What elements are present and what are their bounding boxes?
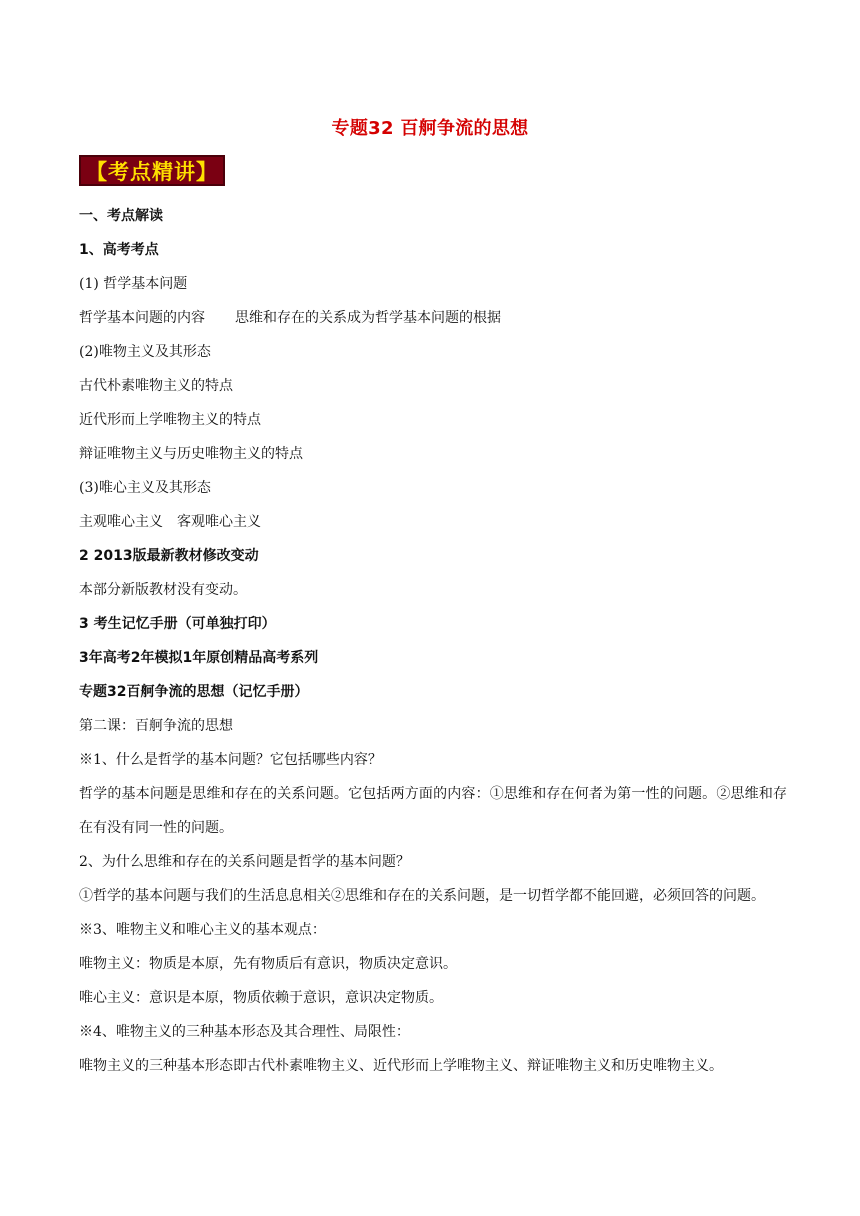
section-heading: 一、考点解读 <box>79 208 163 224</box>
paragraph: 本部分新版教材没有变动。 <box>79 582 247 598</box>
text-span: 哲学基本问题的内容 <box>79 310 205 326</box>
text-span: 客观唯心主义 <box>177 514 261 530</box>
paragraph: 第二课：百舸争流的思想 <box>79 718 233 734</box>
paragraph: (3)唯心主义及其形态 <box>79 480 211 496</box>
paragraph: 近代形而上学唯物主义的特点 <box>79 412 261 428</box>
answer: 哲学的基本问题是思维和存在的关系问题。它包括两方面的内容：①思维和存在何者为第一性的问题。②思维和存在有没有同一性的问题。 <box>79 786 787 836</box>
paragraph <box>79 301 787 335</box>
text-span: 主观唯心主义 <box>79 514 163 530</box>
question: ※4、唯物主义的三种基本形态及其合理性、局限性： <box>79 1024 410 1040</box>
answer: 唯物主义：物质是本原，先有物质后有意识，物质决定意识。 <box>79 956 457 972</box>
section-heading: 专题32百舸争流的思想（记忆手册） <box>79 684 309 700</box>
section-banner: 【考点精讲】 <box>79 155 225 186</box>
text-span: 思维和存在的关系成为哲学基本问题的根据 <box>235 310 501 326</box>
section-heading: 2 2013版最新教材修改变动 <box>79 548 259 564</box>
section-heading: 3年高考2年模拟1年原创精品高考系列 <box>79 650 319 666</box>
question: ※3、唯物主义和唯心主义的基本观点： <box>79 922 326 938</box>
subsection-heading: 1、高考考点 <box>79 242 159 258</box>
answer: 唯物主义的三种基本形态即古代朴素唯物主义、近代形而上学唯物主义、辩证唯物主义和历史唯物主义。 <box>79 1058 723 1074</box>
paragraph <box>79 505 787 539</box>
paragraph: 古代朴素唯物主义的特点 <box>79 378 233 394</box>
question: 2、为什么思维和存在的关系问题是哲学的基本问题？ <box>79 854 410 870</box>
question: ※1、什么是哲学的基本问题？它包括哪些内容？ <box>79 752 382 768</box>
document-body <box>79 199 787 1083</box>
paragraph: (2)唯物主义及其形态 <box>79 344 211 360</box>
paragraph: (1) 哲学基本问题 <box>79 276 188 292</box>
paragraph: 辩证唯物主义与历史唯物主义的特点 <box>79 446 303 462</box>
answer: ①哲学的基本问题与我们的生活息息相关②思维和存在的关系问题，是一切哲学都不能回避，必须回答的问题。 <box>79 888 765 904</box>
page-title: 专题32 百舸争流的思想 <box>331 118 529 139</box>
section-heading: 3 考生记忆手册（可单独打印） <box>79 616 276 632</box>
answer: 唯心主义：意识是本原，物质依赖于意识，意识决定物质。 <box>79 990 443 1006</box>
